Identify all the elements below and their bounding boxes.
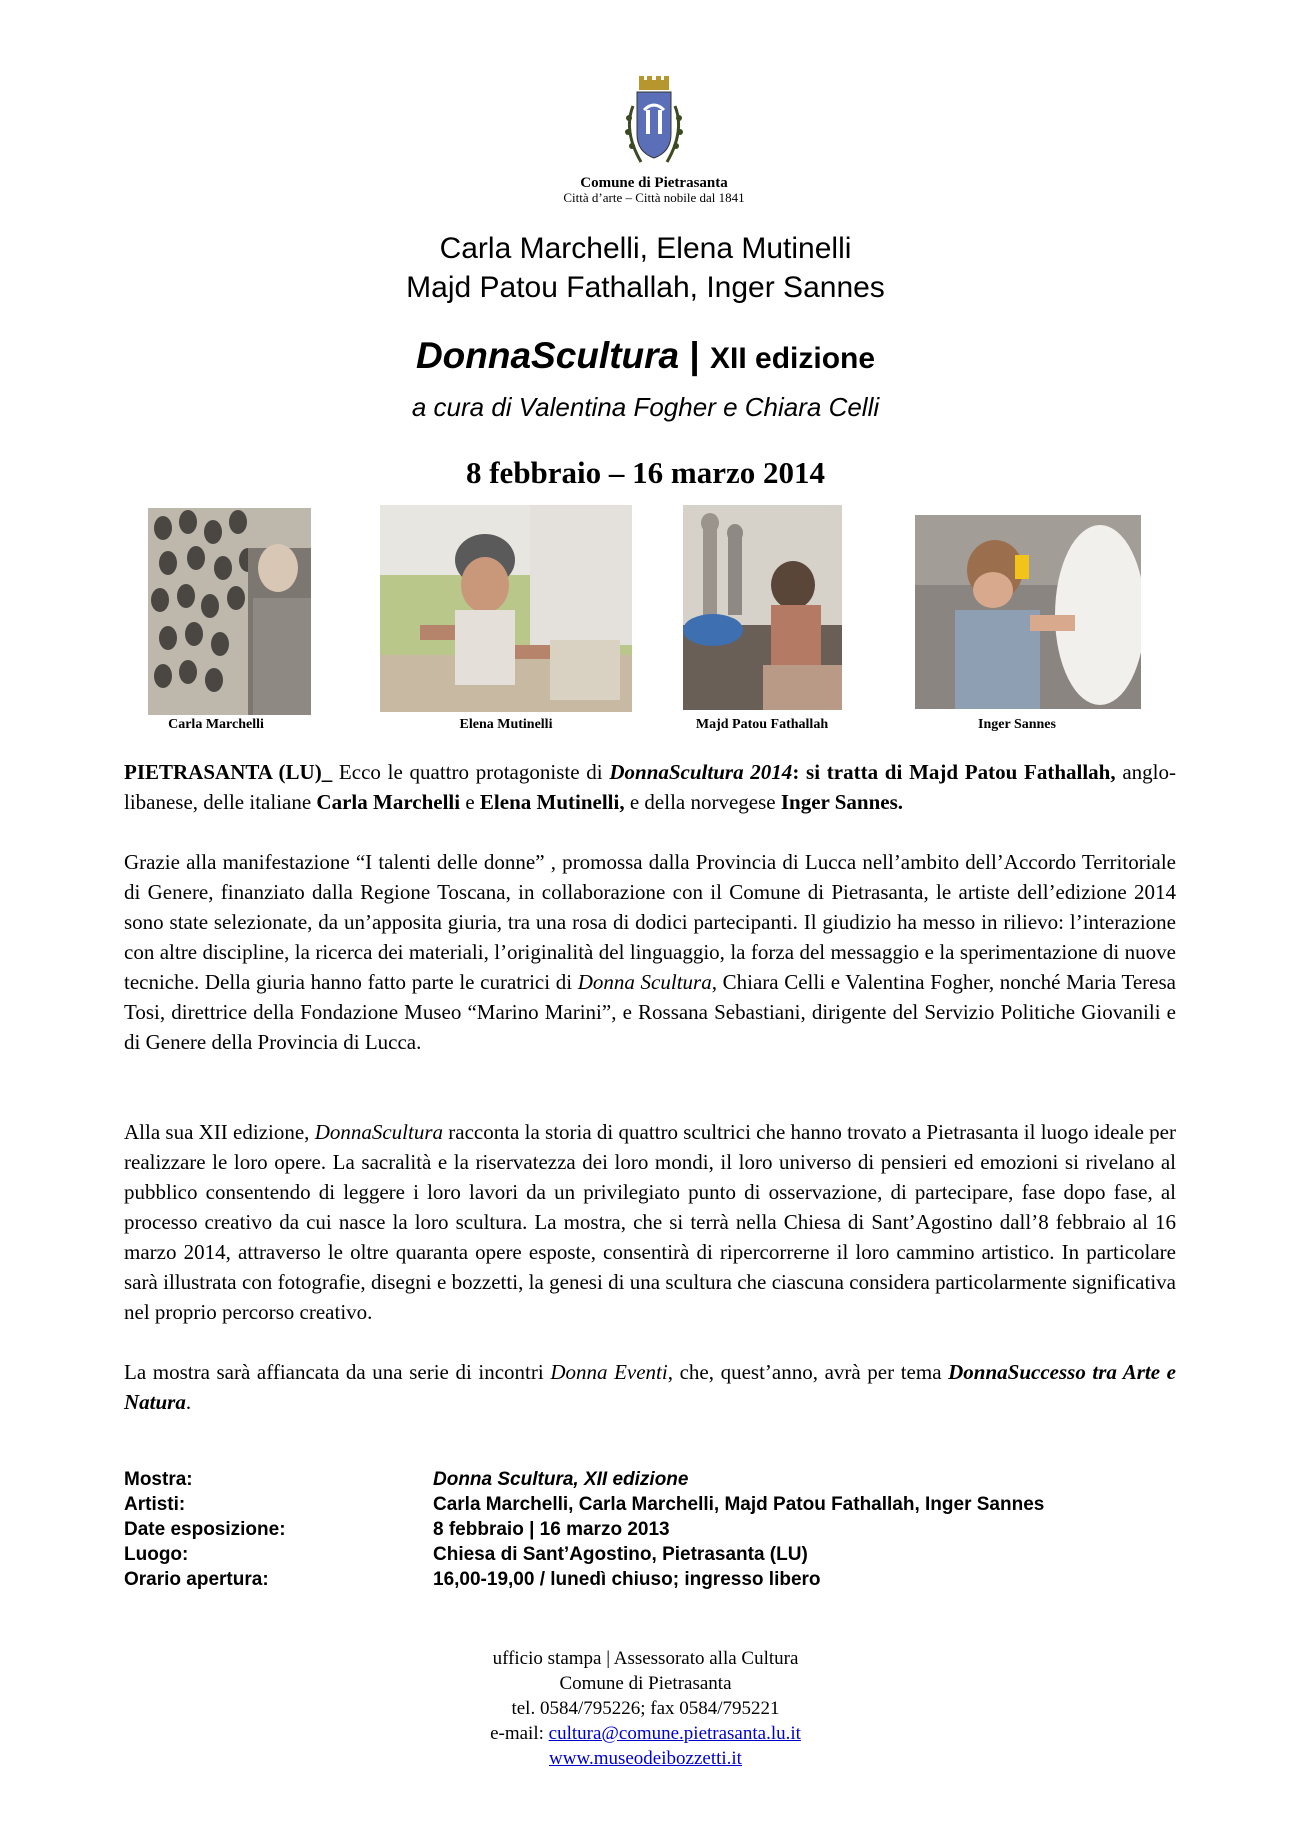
photo-carla-marchelli (148, 508, 311, 715)
text-span: anglo-libanese, delle italiane (124, 760, 1177, 814)
exhibition-paragraph (124, 1117, 1176, 1327)
curators-line: a cura di Valentina Fogher e Chiara Celli (411, 392, 880, 422)
text-span: , che, quest’anno, avrà per tema (667, 1360, 949, 1384)
text-span: Ecco le quattro protagoniste di (332, 760, 610, 784)
crest-subtitle: Città d’arte – Città nobile dal 1841 (563, 190, 745, 205)
info-value: 8 febbraio | 16 marzo 2013 (433, 1519, 670, 1540)
footer-email-line (0, 1721, 1291, 1746)
theme-name-inline: DonnaSuccesso tra Arte e Natura (124, 1360, 1176, 1414)
event-edition: XII edizione (710, 342, 876, 375)
text-span: Grazie alla manifestazione “I talenti delle donne” , promossa dalla Provincia di Lucca nell’ambito dell’Accordo Territoriale di Genere, finanziato dalla Regione Toscana, in collaborazione con il Comune di Pietrasanta, le artiste dell’edizione 2014 sono state selezionate, da un’apposita giuria, tra una rosa di dodici partecipanti. Il giudizio ha messo in rilievo: l’interazione con altre discipline, la ricerca dei materiali, l’originalità del linguaggio, la forza del messaggio e la sperimentazione di nuove tecniche. Della giuria hanno fatto parte le curatrici di (124, 850, 1176, 994)
info-label: Luogo: (124, 1544, 189, 1565)
artists-heading-line2: Majd Patou Fathallah, Inger Sannes (406, 271, 885, 304)
photo-majd-patou-fathallah (683, 505, 842, 710)
jury-paragraph (124, 847, 1176, 1057)
website-link[interactable]: www.museodeibozzetti.it (549, 1748, 742, 1769)
artist-name: Elena Mutinelli, (479, 790, 625, 814)
info-label: Mostra: (124, 1469, 193, 1490)
info-label: Orario apertura: (124, 1569, 269, 1590)
info-value: 16,00-19,00 / lunedì chiuso; ingresso libero (433, 1569, 821, 1590)
event-name-inline: DonnaScultura (314, 1120, 444, 1144)
photo-caption: Carla Marchelli (168, 717, 264, 732)
info-row (124, 1492, 1184, 1517)
crest-title: Comune di Pietrasanta (580, 175, 728, 191)
exhibition-info-table (124, 1467, 1184, 1592)
intro-paragraph (124, 757, 1176, 817)
email-label: e-mail: (490, 1723, 549, 1744)
artist-name: Inger Sannes. (780, 790, 904, 814)
info-value: Carla Marchelli, Carla Marchelli, Majd Patou Fathallah, Inger Sannes (433, 1494, 1045, 1515)
text-span: Alla sua XII edizione, (124, 1120, 315, 1144)
info-row (124, 1542, 1184, 1567)
artist-name: Carla Marchelli (316, 790, 461, 814)
text-span: : si tratta di (792, 760, 910, 784)
coat-of-arms-icon (619, 76, 689, 172)
events-paragraph (124, 1357, 1176, 1417)
text-span: . (185, 1390, 192, 1414)
event-title (0, 334, 1291, 381)
events-name-inline: Donna Eventi (550, 1360, 668, 1384)
press-office-footer (0, 1646, 1291, 1771)
footer-line: ufficio stampa | Assessorato alla Cultura (492, 1648, 799, 1669)
event-separator: | (689, 335, 700, 376)
photo-caption: Inger Sannes (978, 717, 1056, 732)
text-span: , Chiara Celli e Valentina Fogher, nonché Maria Teresa Tosi, direttrice della Fondazione Museo “Marino Marini”, e Rossana Sebastiani, dirigente del Servizio Politiche Giovanili e di Genere della Provincia di Lucca. (124, 970, 1176, 1054)
info-row (124, 1467, 1184, 1492)
event-name-inline: Donna Scultura (577, 970, 712, 994)
artists-heading-line1: Carla Marchelli, Elena Mutinelli (439, 232, 852, 265)
event-dates: 8 febbraio – 16 marzo 2014 (465, 455, 826, 490)
municipality-header (530, 76, 778, 208)
text-span: e della norvegese (624, 790, 781, 814)
photo-caption: Majd Patou Fathallah (695, 717, 829, 732)
footer-website-line (0, 1746, 1291, 1771)
event-name: DonnaScultura (415, 335, 680, 376)
info-row (124, 1517, 1184, 1542)
info-label: Date esposizione: (124, 1519, 286, 1540)
text-span: racconta la storia di quattro scultrici che hanno trovato a Pietrasanta il luogo ideale per realizzare le loro opere. La sacralità e la riservatezza dei loro mondi, il loro universo di pensieri ed emozioni si rivelano al pubblico consentendo di leggere i loro lavori da un privilegiato punto di osservazione, di partecipare, fase dopo fase, al processo creativo da cui nasce la loro scultura. La mostra, che si terrà nella Chiesa di Sant’Agostino dall’8 febbraio al 16 marzo 2014, attraverso le oltre quaranta opere esposte, consentirà di ripercorrerne il loro cammino artistico. In particolare sarà illustrata con fotografie, disegni e bozzetti, la genesi di una scultura che ciascuna considera particolarmente significativa nel proprio percorso creativo. (124, 1120, 1176, 1324)
footer-line: Comune di Pietrasanta (559, 1673, 732, 1694)
photo-elena-mutinelli (380, 505, 632, 712)
artist-name: Majd Patou Fathallah, (909, 760, 1116, 784)
photo-caption: Elena Mutinelli (459, 717, 553, 732)
info-value: Chiesa di Sant’Agostino, Pietrasanta (LU) (433, 1544, 808, 1565)
text-span: e (460, 790, 480, 814)
email-link[interactable]: cultura@comune.pietrasanta.lu.it (548, 1723, 801, 1744)
info-label: Artisti: (124, 1494, 186, 1515)
dateline: PIETRASANTA (LU)_ (124, 760, 333, 784)
event-name-inline: DonnaScultura 2014 (609, 760, 793, 784)
photo-inger-sannes (915, 515, 1141, 709)
info-row (124, 1567, 1184, 1592)
text-span: La mostra sarà affiancata da una serie di incontri (124, 1360, 551, 1384)
footer-line: tel. 0584/795226; fax 0584/795221 (511, 1698, 780, 1719)
info-value: Donna Scultura, XII edizione (433, 1469, 689, 1490)
